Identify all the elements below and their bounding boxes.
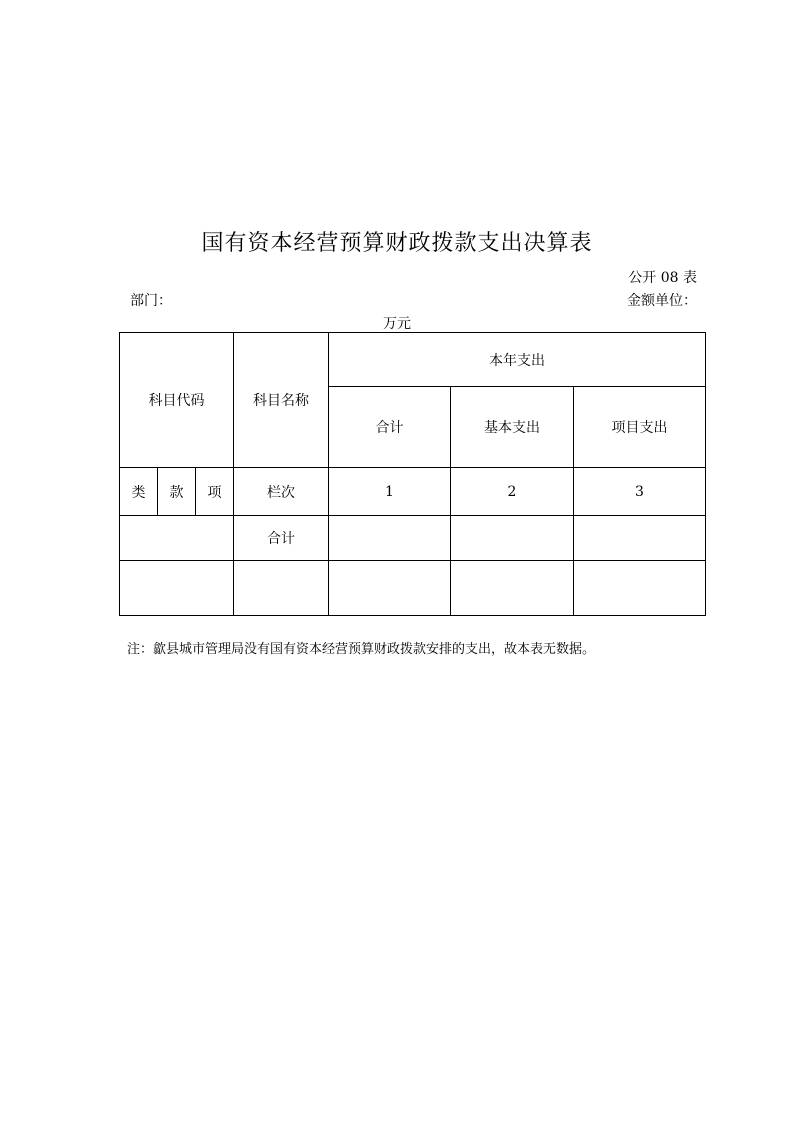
footnote: 注：歙县城市管理局没有国有资本经营预算财政拨款安排的支出，故本表无数据。 — [127, 642, 596, 657]
total-row-label: 合计 — [234, 516, 329, 561]
total-row — [120, 516, 706, 561]
empty-data-row — [120, 561, 706, 616]
project-expenditure-header: 项目支出 — [574, 387, 706, 468]
subject-name-header: 科目名称 — [234, 333, 329, 468]
column-number-row — [120, 468, 706, 516]
total-row-project-cell — [574, 516, 706, 561]
amount-unit-label: 金额单位： — [627, 293, 697, 309]
empty-basic-cell — [451, 561, 574, 616]
total-row-code-cell — [120, 516, 234, 561]
section-cell: 款 — [158, 468, 196, 516]
item-cell: 项 — [196, 468, 234, 516]
total-row-total-cell — [329, 516, 451, 561]
header-row-1 — [120, 333, 706, 387]
empty-code-cell — [120, 561, 234, 616]
empty-project-cell — [574, 561, 706, 616]
column-number-2: 2 — [451, 468, 574, 516]
subject-code-header: 科目代码 — [120, 333, 234, 468]
total-header: 合计 — [329, 387, 451, 468]
column-number-3: 3 — [574, 468, 706, 516]
expenditure-table — [119, 332, 706, 616]
column-number-1: 1 — [329, 468, 451, 516]
category-cell: 类 — [120, 468, 158, 516]
department-label: 部门： — [130, 293, 172, 309]
form-number: 公开 08 表 — [628, 270, 697, 286]
total-row-basic-cell — [451, 516, 574, 561]
empty-name-cell — [234, 561, 329, 616]
current-year-expenditure-header: 本年支出 — [329, 333, 706, 387]
basic-expenditure-header: 基本支出 — [451, 387, 574, 468]
column-label-cell: 栏次 — [234, 468, 329, 516]
empty-total-cell — [329, 561, 451, 616]
amount-unit: 万元 — [383, 316, 411, 332]
page-title: 国有资本经营预算财政拨款支出决算表 — [201, 231, 593, 256]
